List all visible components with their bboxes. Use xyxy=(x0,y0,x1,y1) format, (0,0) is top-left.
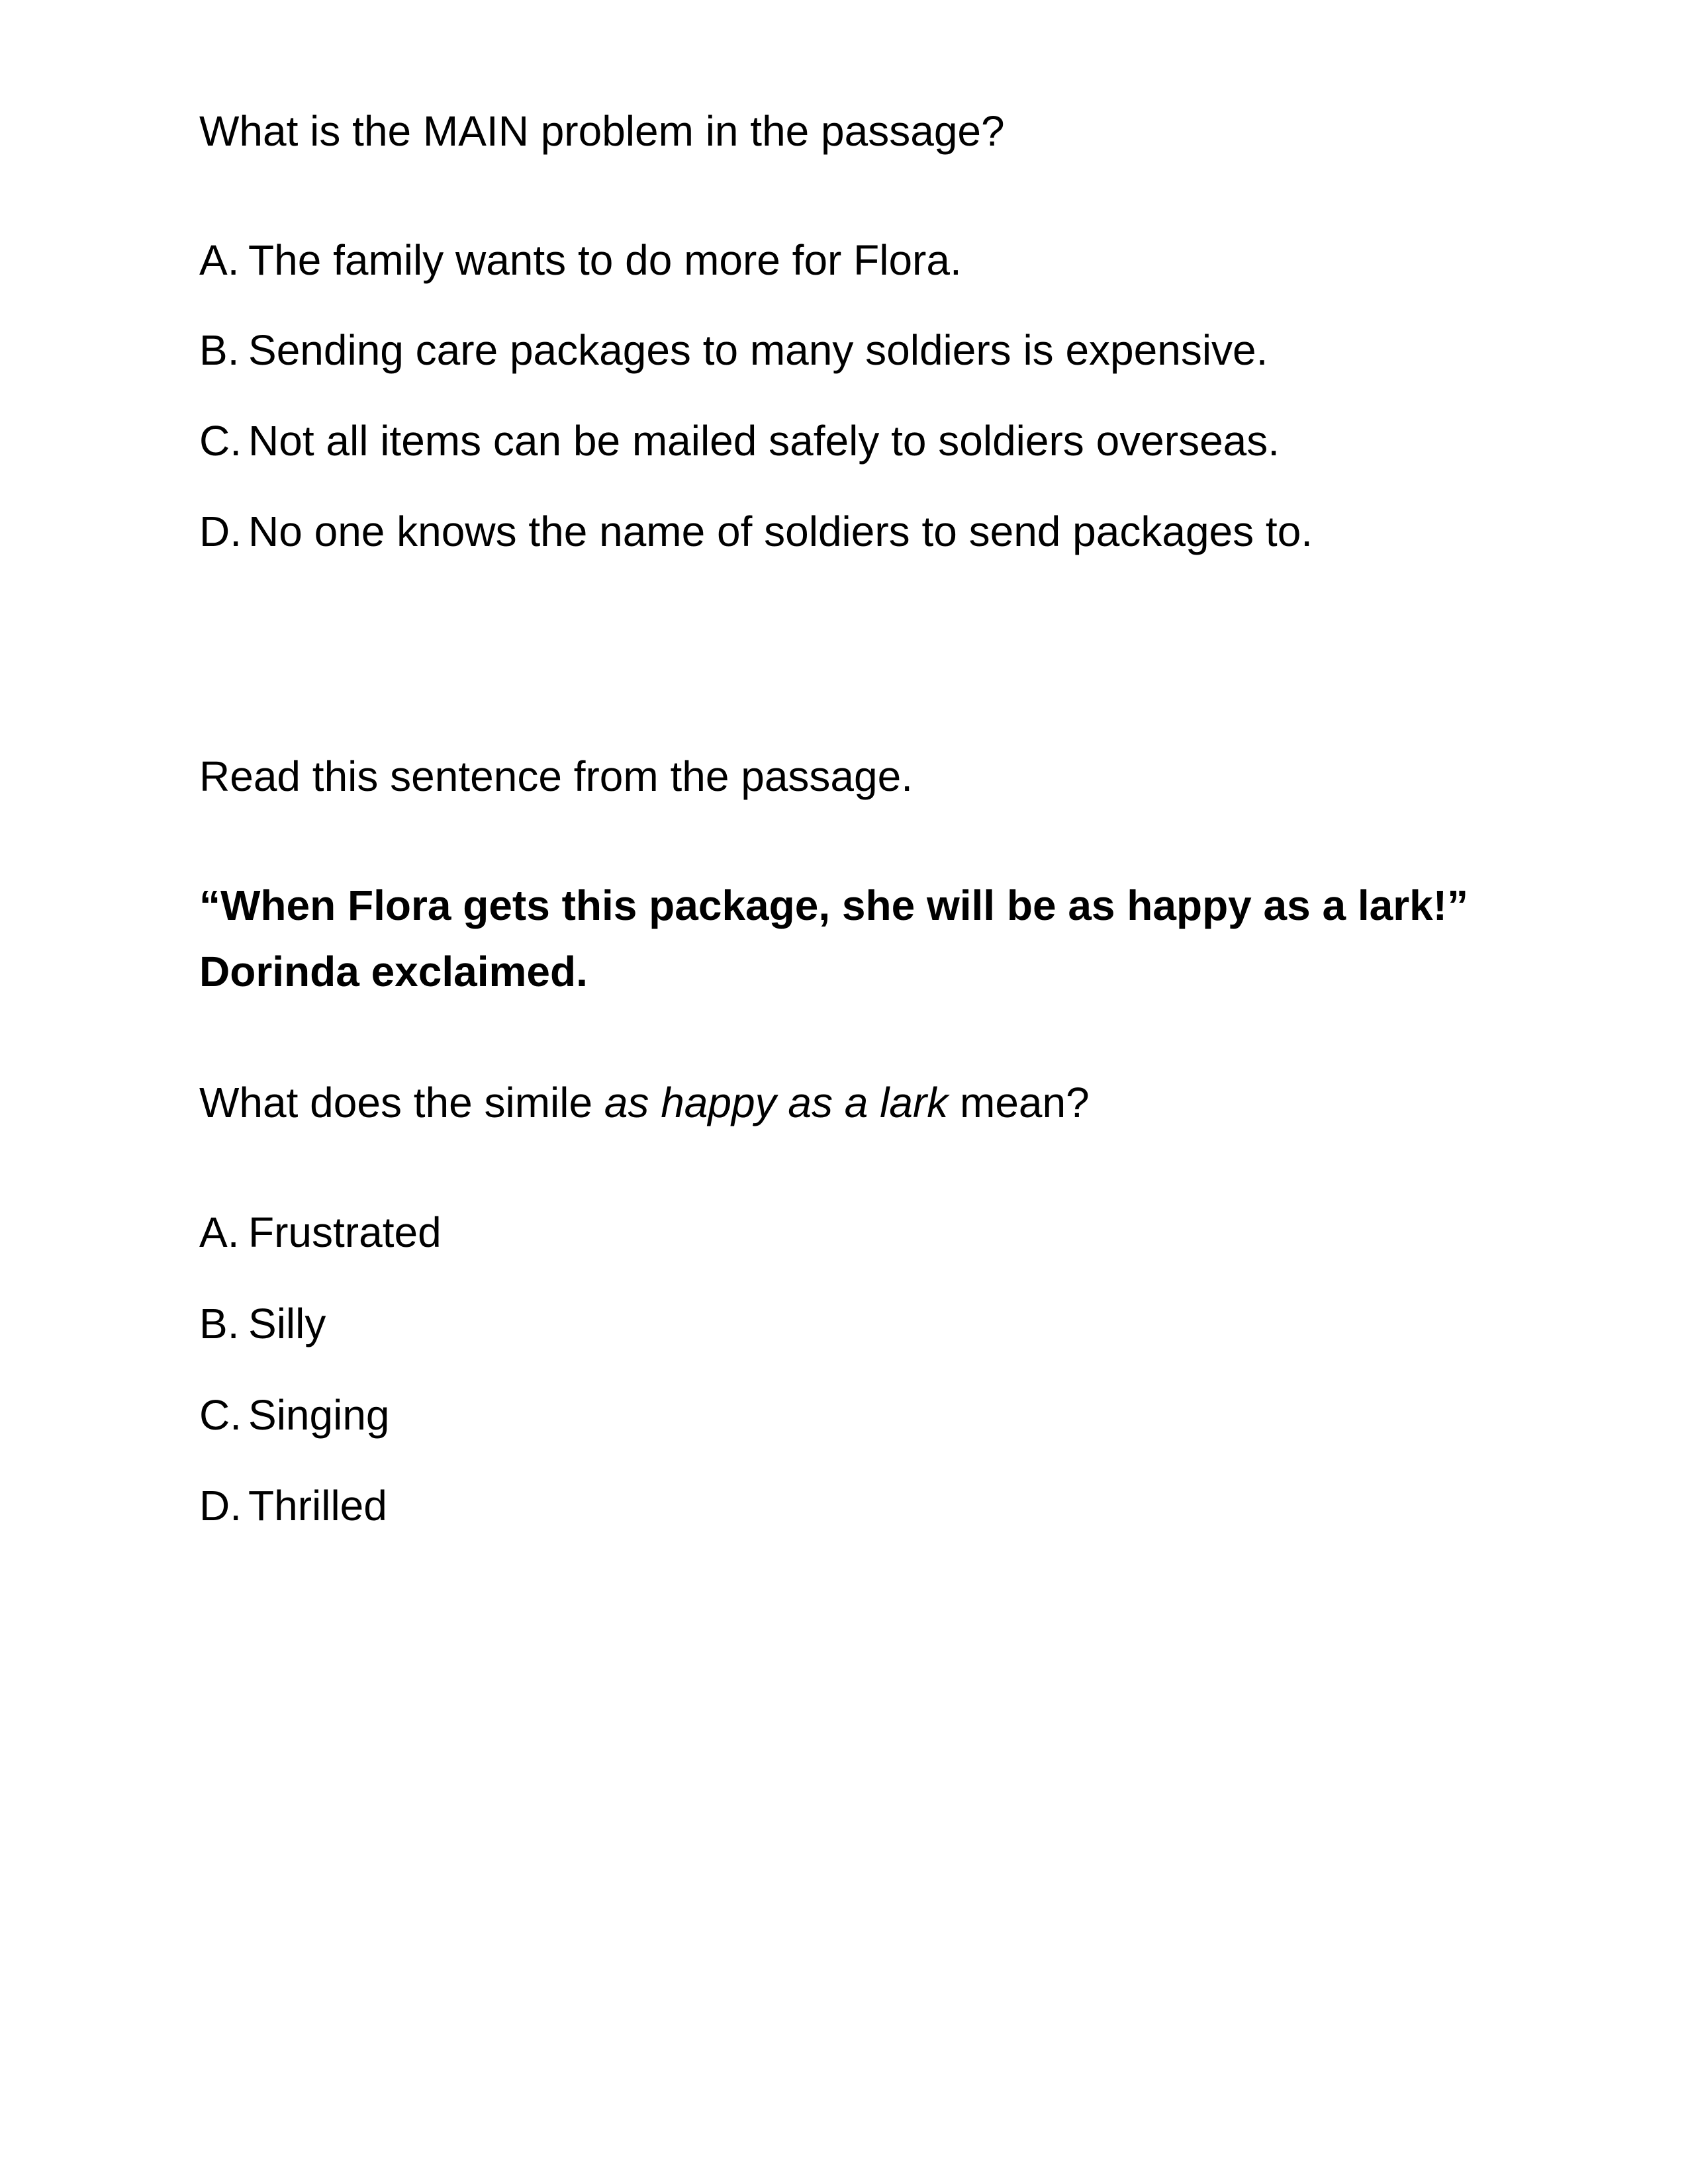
prompt-after: mean? xyxy=(948,1079,1090,1126)
choice-text: Silly xyxy=(248,1300,326,1347)
question-2-choice-d xyxy=(199,1473,387,1539)
choice-letter: D. xyxy=(199,1482,242,1529)
question-1-choice-d xyxy=(199,498,1313,565)
choice-text: Frustrated xyxy=(248,1208,442,1256)
choice-text: The family wants to do more for Flora. xyxy=(248,236,962,284)
question-1-choice-c xyxy=(199,408,1280,474)
simile-phrase: as happy as a lark xyxy=(604,1079,949,1126)
prompt-before: What does the simile xyxy=(199,1079,604,1126)
choice-text: No one knows the name of soldiers to send packages to. xyxy=(248,508,1313,555)
choice-letter: B. xyxy=(199,326,240,374)
choice-letter: D. xyxy=(199,508,242,555)
choice-letter: C. xyxy=(199,1391,242,1439)
choice-letter: A. xyxy=(199,1208,240,1256)
question-1-choice-b xyxy=(199,317,1268,383)
choice-letter: B. xyxy=(199,1300,240,1347)
question-1-choice-a xyxy=(199,227,962,293)
question-1-prompt: What is the MAIN problem in the passage? xyxy=(199,107,1005,155)
passage-quote-line-1: “When Flora gets this package, she will be as happy as a lark!” xyxy=(199,882,1469,929)
passage-quote xyxy=(199,872,1468,1005)
question-2-prompt xyxy=(199,1069,1090,1136)
choice-text: Sending care packages to many soldiers is expensive. xyxy=(248,326,1268,374)
question-2-choice-c xyxy=(199,1382,390,1448)
passage-quote-line-2: Dorinda exclaimed. xyxy=(199,948,588,995)
question-2-intro: Read this sentence from the passage. xyxy=(199,752,913,800)
choice-letter: C. xyxy=(199,417,242,465)
question-2-choice-b xyxy=(199,1291,326,1357)
question-2-choice-a xyxy=(199,1199,442,1265)
choice-text: Thrilled xyxy=(248,1482,387,1529)
choice-text: Singing xyxy=(248,1391,390,1439)
choice-letter: A. xyxy=(199,236,240,284)
choice-text: Not all items can be mailed safely to soldiers overseas. xyxy=(248,417,1280,465)
